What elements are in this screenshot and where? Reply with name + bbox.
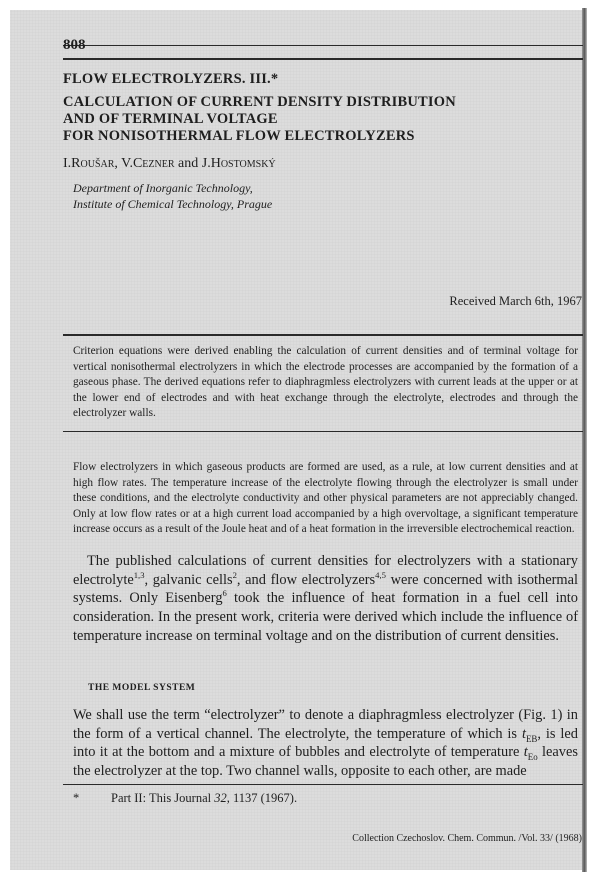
journal-citation: Collection Czechoslov. Chem. Commun. /Vol. 33/ (1968) [352,833,582,844]
footnote-rule [63,784,583,785]
section-heading: THE MODEL SYSTEM [88,683,196,693]
header-rule-bottom [63,58,583,60]
journal-volume: 32 [214,791,227,805]
body-paragraph: We shall use the term “electrolyzer” to denote a diaphragmless electrolyzer (Fig. 1) in the form of a vertical channel. The electrolyte, the temperature of which is $t_{EB}$, is led into it at the bottom and a mixture of bubbles and electrolyte of temperature $t_{Eo}$ leaves the electrolyzer at the top. Two channel walls, opposite to each other, are made [73,707,578,780]
variable-subscript: EB [525,733,538,744]
received-date: Received March 6th, 1967 [449,294,582,308]
abstract-rule-bottom [63,431,583,432]
affiliation-line: Institute of Chemical Technology, Prague [73,197,273,211]
variable-subscript: Eo [527,752,538,763]
author-name: Cezner [132,156,175,171]
author-name: Hostomský [210,156,276,171]
author-name: Roušar [71,156,115,171]
title-line: AND OF TERMINAL VOLTAGE [63,111,278,127]
introduction-paragraph: Flow electrolyzers in which gaseous products are formed are used, as a rule, at low current densities and at high flow rates. The temperature increase of the electrolyte flowing through the electrolyzer is small under these conditions, and the electrolyte conductivity and other physical parameters are not appreciably changed. Only at low flow rates or at a high current load accompanied by a high overvoltage, a significant temperature increase occurs as a result of the Joule heat and of a heat formation in the irreversible electrochemical reaction. [73,461,578,536]
abstract: Criterion equations were derived enabling the calculation of current densities and of terminal voltage for vertical nonisothermal electrolyzers in which the electrode processes are accompanied by the formation of a gaseous phase. The derived equations refer to diaphragmless electrolyzers with current leads at the upper or at the lower end of electrodes and with heat exchange through the electrolyte, electrodes and through the electrolyzer walls. [73,345,578,420]
page-number: 808 [63,37,86,53]
body-paragraph: The published calculations of current densities for electrolyzers with a stationary electrolyte$^{1,3}$, galvanic cells$^2$, and flow electrolyzers$^{4,5}$ were concerned with isothermal systems. Only Eisenberg$^6$ took the influence of heat formation in a fuel cell into consideration. In the present work, criteria were derived which include the influence of temperature increase on terminal voltage and on the distribution of current densities. [73,553,579,644]
abstract-rule-top [63,334,583,336]
title-line: FOR NONISOTHERMAL FLOW ELECTROLYZERS [63,128,415,144]
author-list: I.Roušar, V.Cezner and J.Hostomský [63,156,276,171]
citation: 2 [232,569,237,580]
citation: 6 [222,588,227,599]
header-rule-top [63,45,583,46]
series-title: FLOW ELECTROLYZERS. III.* [63,71,279,87]
footnote-mark: * [73,791,80,805]
affiliation-line: Department of Inorganic Technology, [73,181,253,195]
title-line: CALCULATION OF CURRENT DENSITY DISTRIBUTION [63,94,456,110]
article-title [63,94,456,145]
variable: t [523,744,528,761]
citation: 4,5 [375,569,386,580]
citation: 1,3 [133,569,145,580]
binding-edge [582,8,587,872]
affiliation [73,180,272,212]
variable: t [521,725,526,742]
footnote: * Part II: This Journal 32, 1137 (1967). [73,791,298,805]
